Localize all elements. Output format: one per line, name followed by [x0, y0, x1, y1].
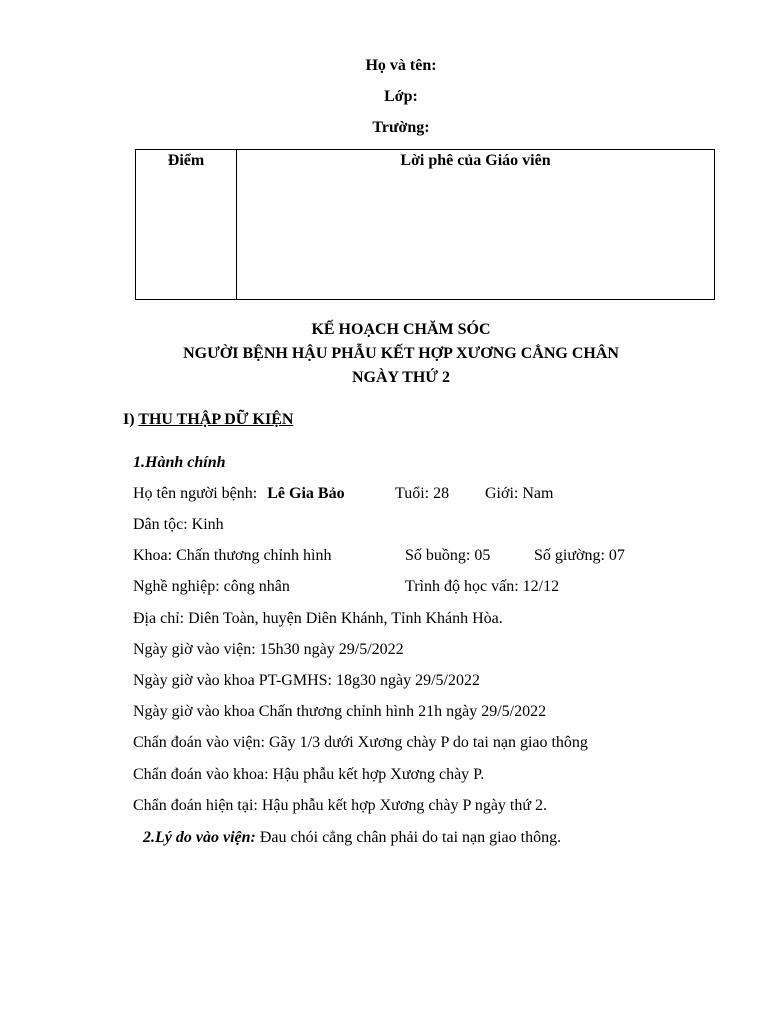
admin-subheading: 1.Hành chính: [133, 454, 226, 471]
room-number: Số buồng: 05: [405, 547, 491, 564]
document-title-line-2: NGƯỜI BỆNH HẬU PHẪU KẾT HỢP XƯƠNG CẲNG CHÂN: [183, 345, 619, 362]
admission-reason-label: 2.Lý do vào viện:: [143, 829, 256, 846]
admission-reason-line: [143, 828, 561, 848]
patient-name: Lê Gia Bảo: [267, 485, 345, 502]
section-number: I): [123, 411, 135, 428]
school-label: Trường:: [372, 119, 430, 136]
occupation: Nghề nghiệp: công nhân: [133, 578, 290, 595]
section-heading: [123, 411, 293, 429]
patient-row: [133, 484, 733, 504]
score-cell: [136, 150, 237, 300]
occupation-row: [133, 577, 733, 597]
department: Khoa: Chấn thương chỉnh hình: [133, 547, 332, 564]
score-header: Điểm: [167, 152, 205, 169]
admission-reason-text: Đau chói cẳng chân phải do tai nạn giao thông.: [255, 829, 562, 846]
hospital-admission-time: Ngày giờ vào viện: 15h30 ngày 29/5/2022: [133, 641, 404, 658]
patient-age: Tuổi: 28: [395, 485, 450, 502]
grade-table: [135, 149, 715, 300]
anesthesia-dept-admission-time: Ngày giờ vào khoa PT-GMHS: 18g30 ngày 29/5/2022: [133, 672, 480, 689]
address-line: Địa chỉ: Diên Toàn, huyện Diên Khánh, Tỉnh Khánh Hòa.: [133, 610, 503, 627]
student-name-label: Họ và tên:: [365, 57, 437, 74]
document-title-line-1: KẾ HOẠCH CHĂM SÓC: [311, 321, 491, 338]
admission-diagnosis: Chẩn đoán vào viện: Gãy 1/3 dưới Xương chày P do tai nạn giao thông: [133, 734, 588, 751]
document-title-line-3: NGÀY THỨ 2: [351, 369, 451, 386]
section-title: THU THẬP DỮ KIỆN: [138, 411, 294, 428]
ortho-dept-admission-time: Ngày giờ vào khoa Chấn thương chỉnh hình 21h ngày 29/5/2022: [133, 703, 547, 720]
department-diagnosis: Chẩn đoán vào khoa: Hậu phẫu kết hợp Xương chày P.: [133, 766, 485, 783]
bed-number: Số giường: 07: [534, 547, 625, 564]
patient-label: Họ tên người bệnh:: [133, 485, 258, 502]
teacher-comment-cell: [237, 150, 715, 300]
department-row: [133, 546, 733, 566]
current-diagnosis: Chẩn đoán hiện tại: Hậu phẫu kết hợp Xương chày P ngày thứ 2.: [133, 797, 548, 814]
class-label: Lớp:: [384, 88, 418, 105]
teacher-comment-header: Lời phê của Giáo viên: [400, 152, 551, 169]
education-level: Trình độ học vấn: 12/12: [405, 578, 560, 595]
patient-gender: Giới: Nam: [485, 485, 554, 502]
ethnicity-line: Dân tộc: Kinh: [133, 516, 224, 533]
